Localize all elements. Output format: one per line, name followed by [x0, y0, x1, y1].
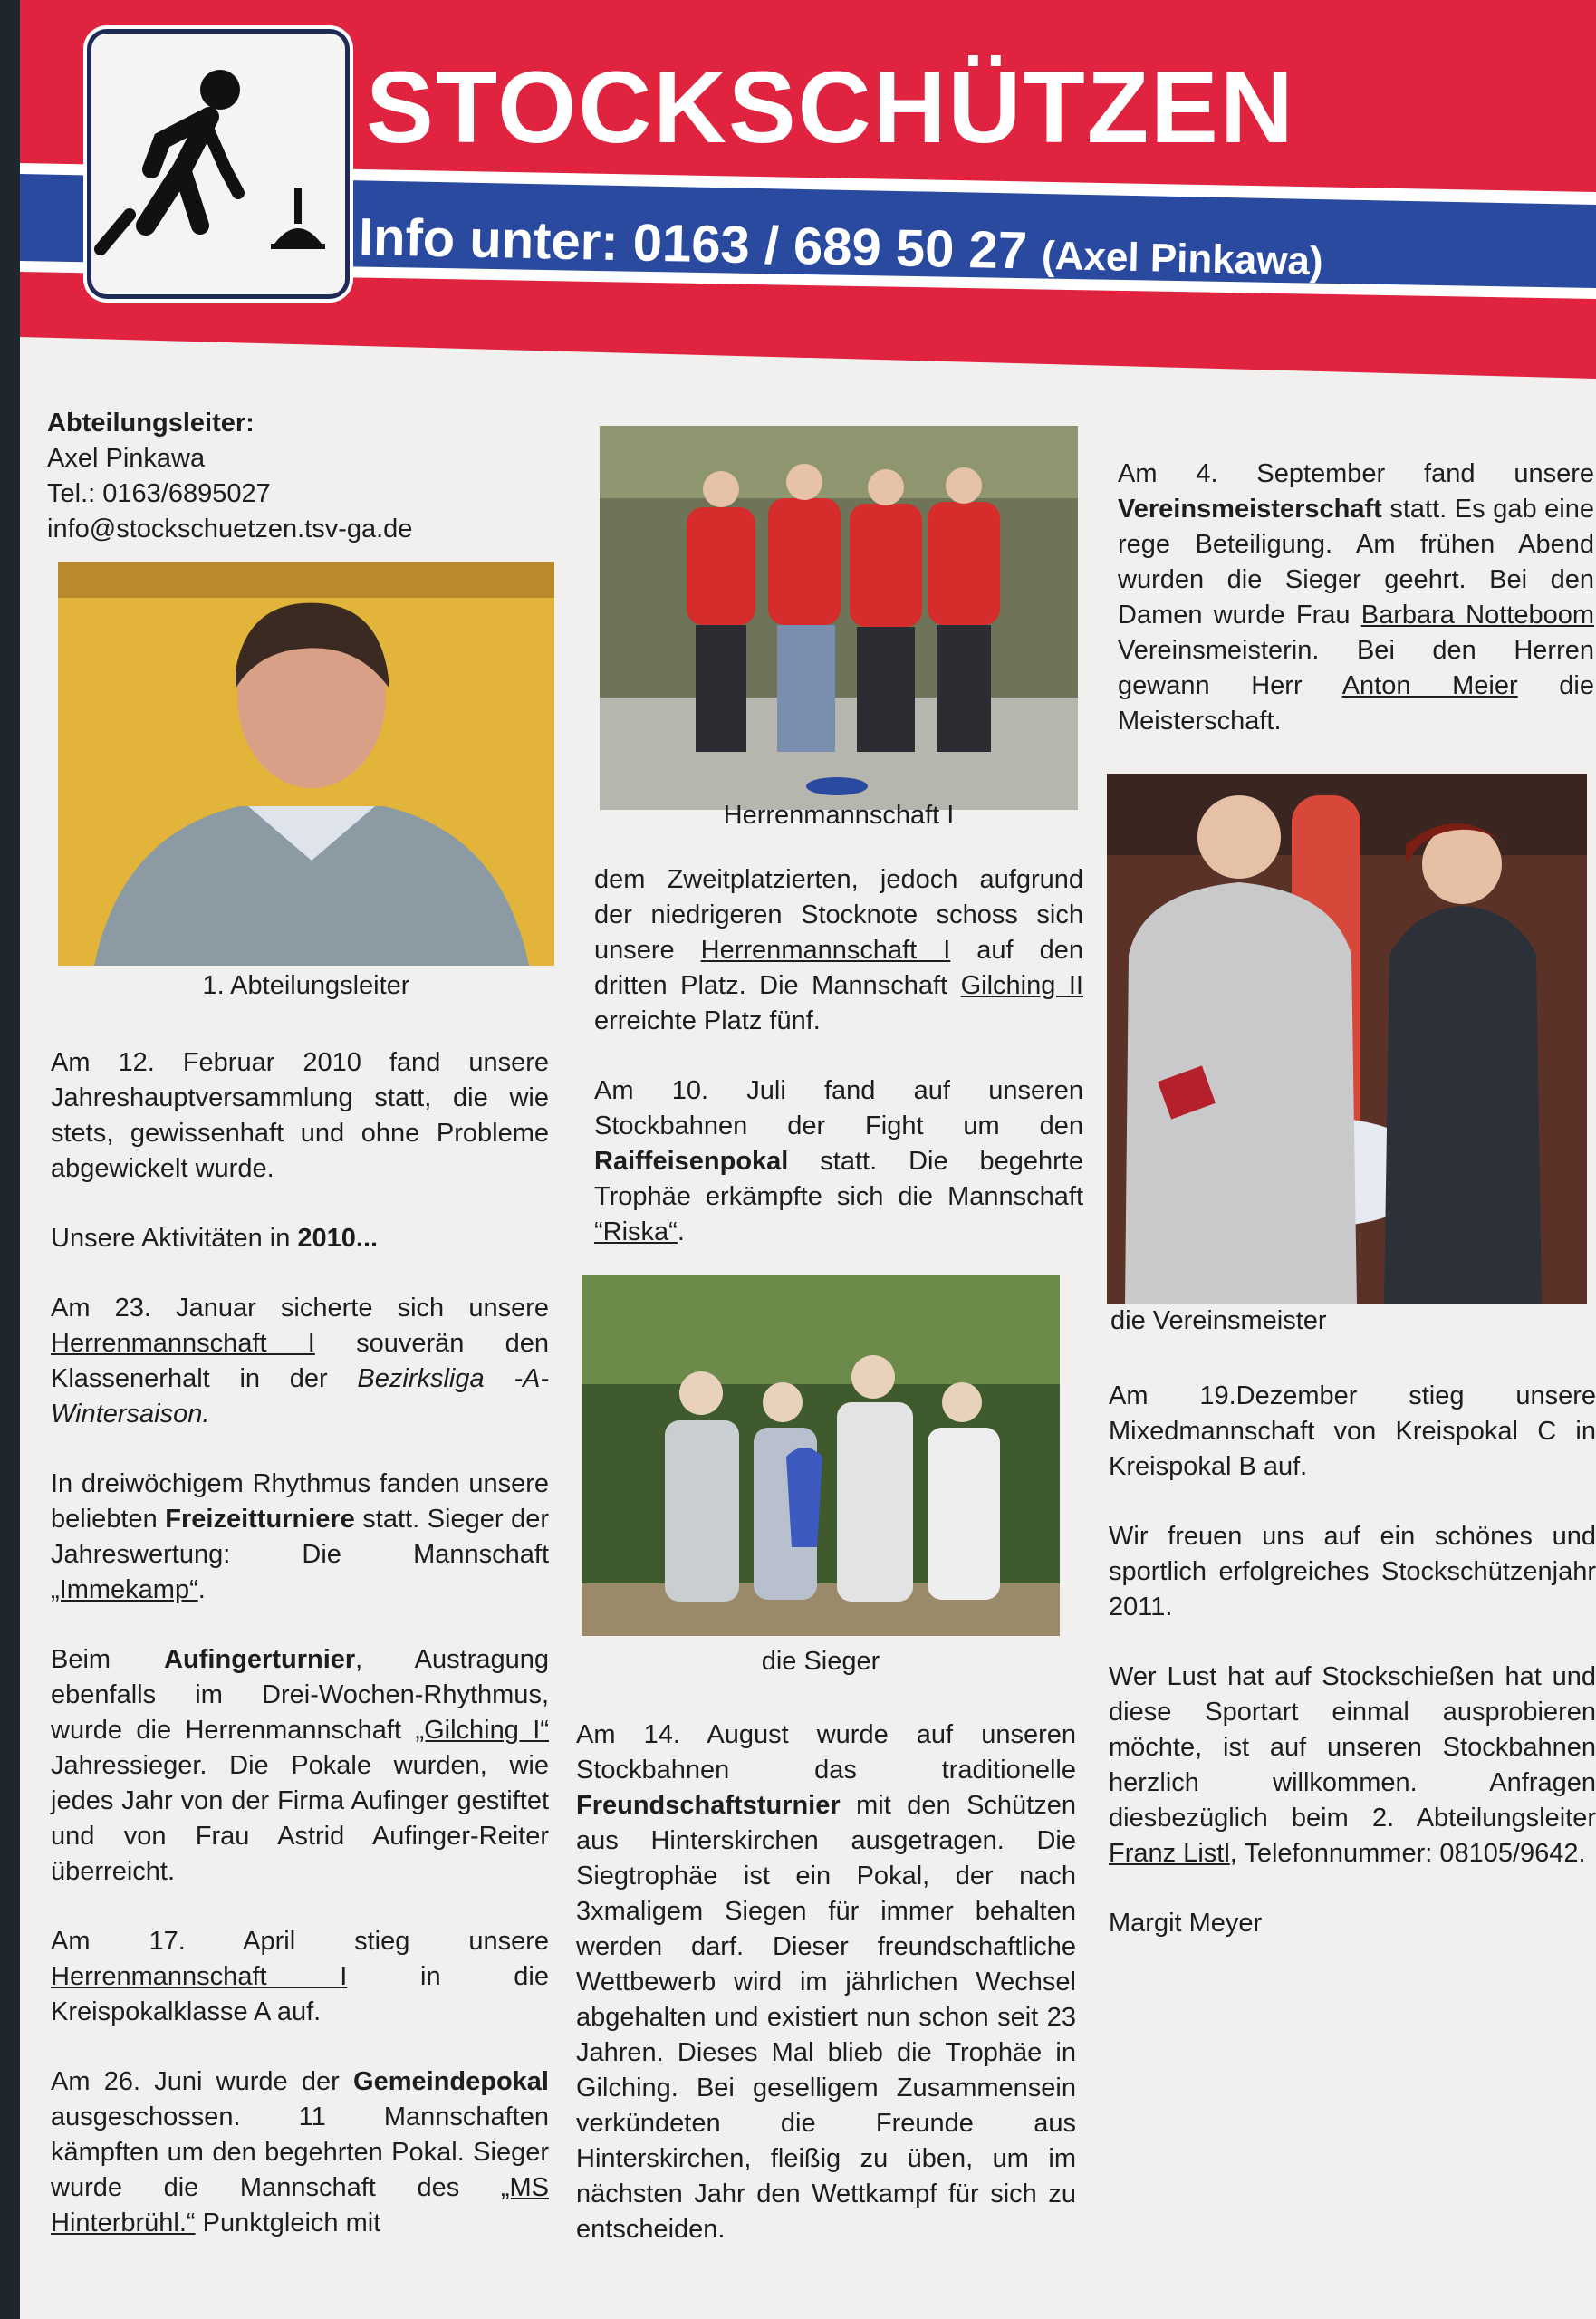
caption-champions: die Vereinsmeister	[1110, 1306, 1327, 1335]
col3-paragraph-4: Wer Lust hat auf Stockschießen hat und diese Sportart einmal ausprobieren möchte, ist auf unseren Stockbahnen herzlich willkommen. Anfragen diesbezüglich beim 2. Abteilungsleiter Franz Listl, Telefonnummer: 08105/9642.	[1109, 1662, 1596, 1868]
col3-paragraph-3: Wir freuen uns auf ein schönes und sportlich erfolgreiches Stockschützenjahr 2011.	[1109, 1522, 1596, 1621]
contact-phone: Tel.: 0163/6895027	[47, 479, 271, 508]
magazine-page	[20, 0, 1596, 2319]
col1-paragraph-7: Am 26. Juni wurde der Gemeindepokal ausgeschossen. 11 Mannschaften kämpften um den begehrten Pokal. Sieger wurde die Mannschaft des „MS Hinterbrühl.“ Punktgleich mit	[51, 2067, 549, 2237]
contact-block	[47, 406, 545, 547]
caption-leader: 1. Abteilungsleiter	[202, 971, 410, 1000]
col2-paragraph-3: Am 14. August wurde auf unseren Stockbahnen das traditionelle Freundschaftsturnier mit den Schützen aus Hinterskirchen ausgetragen. Die Siegtrophäe ist ein Pokal, der nach 3xmaligem Siegen für immer behalten werden darf. Dieser freundschaftliche Wettbewerb wird im jährlichen Wechsel abgehalten und existiert nun schon seit 23 Jahren. Dieses Mal blieb die Trophäe in Gilching. Bei geselligem Zusammensein verkündeten die Freunde aus Hinterskirchen, fleißig zu üben, um im nächsten Jahr den Wettkampf für sich zu entscheiden.	[576, 1720, 1076, 2244]
contact-heading: Abteilungsleiter:	[47, 409, 255, 438]
curling-player-icon	[91, 34, 345, 294]
contact-name: Axel Pinkawa	[47, 444, 206, 473]
column-3-bottom	[1109, 1379, 1596, 1976]
author: Margit Meyer	[1109, 1909, 1263, 1938]
header-info-phone: Info unter: 0163 / 689 50 27	[358, 207, 1028, 281]
col3-paragraph-2: Am 19.Dezember stieg unsere Mixedmannschaft von Kreispokal C in Kreispokal B auf.	[1109, 1381, 1596, 1481]
logo	[87, 29, 350, 299]
column-3-top	[1118, 457, 1594, 774]
col1-paragraph-1: Am 12. Februar 2010 fand unsere Jahreshauptversammlung statt, die wie stets, gewissenhaft und ohne Probleme abgewickelt wurde.	[51, 1048, 549, 1183]
column-2-top	[594, 862, 1083, 1285]
header-banner	[20, 0, 1596, 380]
column-2-bottom	[576, 1718, 1076, 2282]
photo-team	[600, 426, 1078, 810]
col3-paragraph-1: Am 4. September fand unsere Vereinsmeisterschaft statt. Es gab eine rege Beteiligung. Am frühen Abend wurden die Sieger geehrt. Bei den Damen wurde Frau Barbara Notteboom Vereinsmeisterin. Bei den Herren gewann Herr Anton Meier die Meisterschaft.	[1118, 459, 1594, 736]
col1-paragraph-2: Unsere Aktivitäten in 2010...	[51, 1224, 379, 1253]
column-1	[51, 1045, 549, 2276]
col1-paragraph-5: Beim Aufingerturnier, Austragung ebenfalls im Drei-Wochen-Rhythmus, wurde die Herrenmannschaft „Gilching I“ Jahressieger. Die Pokale wurden, wie jedes Jahr von der Firma Aufinger gestiftet und von Frau Astrid Aufinger-Reiter überreicht.	[51, 1645, 549, 1886]
col1-paragraph-4: In dreiwöchigem Rhythmus fanden unsere beliebten Freizeitturniere statt. Sieger der Jahreswertung: Die Mannschaft „Immekamp“.	[51, 1469, 549, 1604]
col1-paragraph-6: Am 17. April stieg unsere Herrenmannschaft I in die Kreispokalklasse A auf.	[51, 1927, 550, 2026]
caption-winners: die Sieger	[761, 1647, 880, 1676]
col2-paragraph-1: dem Zweitplatzierten, jedoch aufgrund der niedrigeren Stocknote schoss sich unsere Herrenmannschaft I auf den dritten Platz. Die Mannschaft Gilching II erreichte Platz fünf.	[594, 865, 1083, 1035]
contact-email[interactable]: info@stockschuetzen.tsv-ga.de	[47, 515, 413, 544]
caption-team: Herrenmannschaft I	[723, 801, 955, 830]
col1-paragraph-3: Am 23. Januar sicherte sich unsere Herrenmannschaft I souverän den Klassenerhalt in der Bezirksliga -A-Wintersaison.	[51, 1294, 549, 1429]
photo-leader	[58, 562, 554, 966]
header-info-contact: (Axel Pinkawa)	[1041, 233, 1324, 284]
col2-paragraph-2: Am 10. Juli fand auf unseren Stockbahnen der Fight um den Raiffeisenpokal statt. Die begehrte Trophäe erkämpfte sich die Mannschaft “Riska“.	[594, 1076, 1083, 1246]
photo-winners	[582, 1275, 1060, 1636]
header-title: STOCKSCHÜTZEN	[366, 51, 1295, 164]
photo-champions	[1107, 774, 1587, 1304]
